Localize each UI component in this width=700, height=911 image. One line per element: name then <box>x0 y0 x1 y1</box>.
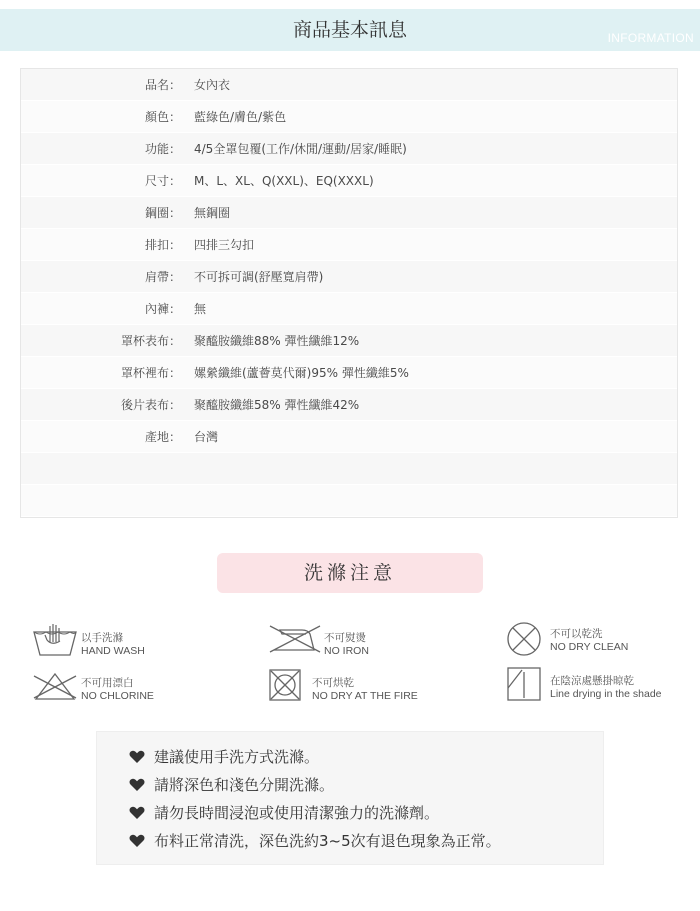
line-dry-shade-icon <box>506 666 542 702</box>
spec-value: 聚醯胺纖維88% 彈性纖維12% <box>194 334 360 348</box>
spec-row <box>21 453 677 485</box>
spec-label: 後片表布： <box>120 398 181 412</box>
note-text: 請將深色和淺色分開洗滌。 <box>154 776 335 794</box>
spec-label: 品名： <box>144 78 181 92</box>
care-en-no-iron: NO IRON <box>324 645 369 657</box>
note-text: 請勿長時間浸泡或使用清潔強力的洗滌劑。 <box>154 804 440 822</box>
care-notes <box>96 731 604 865</box>
no-dry-clean-icon <box>506 621 542 657</box>
care-en-no-tumble-dry: NO DRY AT THE FIRE <box>312 690 418 702</box>
spec-row <box>21 197 677 229</box>
heart-icon <box>129 834 145 848</box>
spec-row <box>21 389 677 421</box>
spec-row <box>21 165 677 197</box>
heart-icon <box>129 806 145 820</box>
spec-value: 台灣 <box>194 430 219 444</box>
heart-icon <box>129 778 145 792</box>
spec-value: 不可拆可調(舒壓寬肩帶) <box>194 270 324 284</box>
spec-row <box>21 485 677 517</box>
care-title: 洗滌注意 <box>217 553 483 593</box>
spec-row <box>21 325 677 357</box>
spec-label: 罩杯表布： <box>120 334 181 348</box>
care-en-hand-wash: HAND WASH <box>81 645 145 657</box>
spec-label: 鋼圈： <box>144 206 181 220</box>
spec-value: 四排三勾扣 <box>194 238 255 252</box>
spec-value: 無 <box>194 302 207 316</box>
care-en-no-dry-clean: NO DRY CLEAN <box>550 641 629 653</box>
care-item-no-iron <box>268 624 468 658</box>
no-tumble-dry-icon <box>268 668 302 702</box>
no-iron-icon <box>268 624 322 654</box>
heart-icon <box>129 750 145 764</box>
no-chlorine-icon <box>32 670 78 702</box>
care-item-no-tumble-dry <box>268 668 468 704</box>
spec-value: 女內衣 <box>194 78 231 92</box>
spec-row <box>21 133 677 165</box>
spec-label: 顏色： <box>144 110 181 124</box>
spec-row <box>21 261 677 293</box>
care-zh-no-dry-clean: 不可以乾洗 <box>550 628 603 640</box>
spec-row <box>21 293 677 325</box>
spec-table <box>20 68 678 518</box>
spec-value: 4/5全罩包覆(工作/休閒/運動/居家/睡眠) <box>194 142 407 156</box>
spec-row <box>21 69 677 101</box>
spec-label: 功能： <box>144 142 181 156</box>
note-text: 建議使用手洗方式洗滌。 <box>154 748 320 766</box>
note-text: 布料正常清洗，深色洗約3~5次有退色現象為正常。 <box>154 832 501 850</box>
spec-label: 排扣： <box>144 238 181 252</box>
care-zh-no-iron: 不可熨燙 <box>324 632 366 644</box>
info-subtitle: INFORMATION <box>607 31 694 45</box>
spec-row <box>21 101 677 133</box>
care-item-line-dry-shade <box>506 666 696 704</box>
spec-row <box>21 229 677 261</box>
spec-label: 肩帶： <box>144 270 181 284</box>
care-zh-no-tumble-dry: 不可烘乾 <box>312 677 354 689</box>
care-zh-line-dry-shade: 在陰涼處懸掛晾乾 <box>550 675 634 687</box>
spec-value: 嫘縈纖維(蘆薈莫代爾)95% 彈性纖維5% <box>194 366 409 380</box>
care-zh-hand-wash: 以手洗滌 <box>81 632 123 644</box>
spec-label: 尺寸： <box>144 174 181 188</box>
spec-label: 罩杯裡布： <box>120 366 181 380</box>
spec-value: M、L、XL、Q(XXL)、EQ(XXXL) <box>194 174 374 188</box>
spec-label: 產地： <box>144 430 181 444</box>
info-title: 商品基本訊息 <box>292 19 407 41</box>
care-zh-no-chlorine: 不可用漂白 <box>81 677 134 689</box>
hand-wash-icon <box>32 622 78 658</box>
spec-row <box>21 421 677 453</box>
info-header <box>0 9 700 51</box>
care-item-hand-wash <box>32 622 232 658</box>
spec-row <box>21 357 677 389</box>
care-en-line-dry-shade: Line drying in the shade <box>550 688 662 700</box>
spec-value: 藍綠色/膚色/紫色 <box>194 110 287 124</box>
spec-value: 無鋼圈 <box>194 206 231 220</box>
spec-label: 內褲： <box>144 302 181 316</box>
care-en-no-chlorine: NO CHLORINE <box>81 690 154 702</box>
spec-value: 聚醯胺纖維58% 彈性纖維42% <box>194 398 360 412</box>
care-item-no-dry-clean <box>506 621 696 657</box>
care-item-no-chlorine <box>32 670 232 704</box>
